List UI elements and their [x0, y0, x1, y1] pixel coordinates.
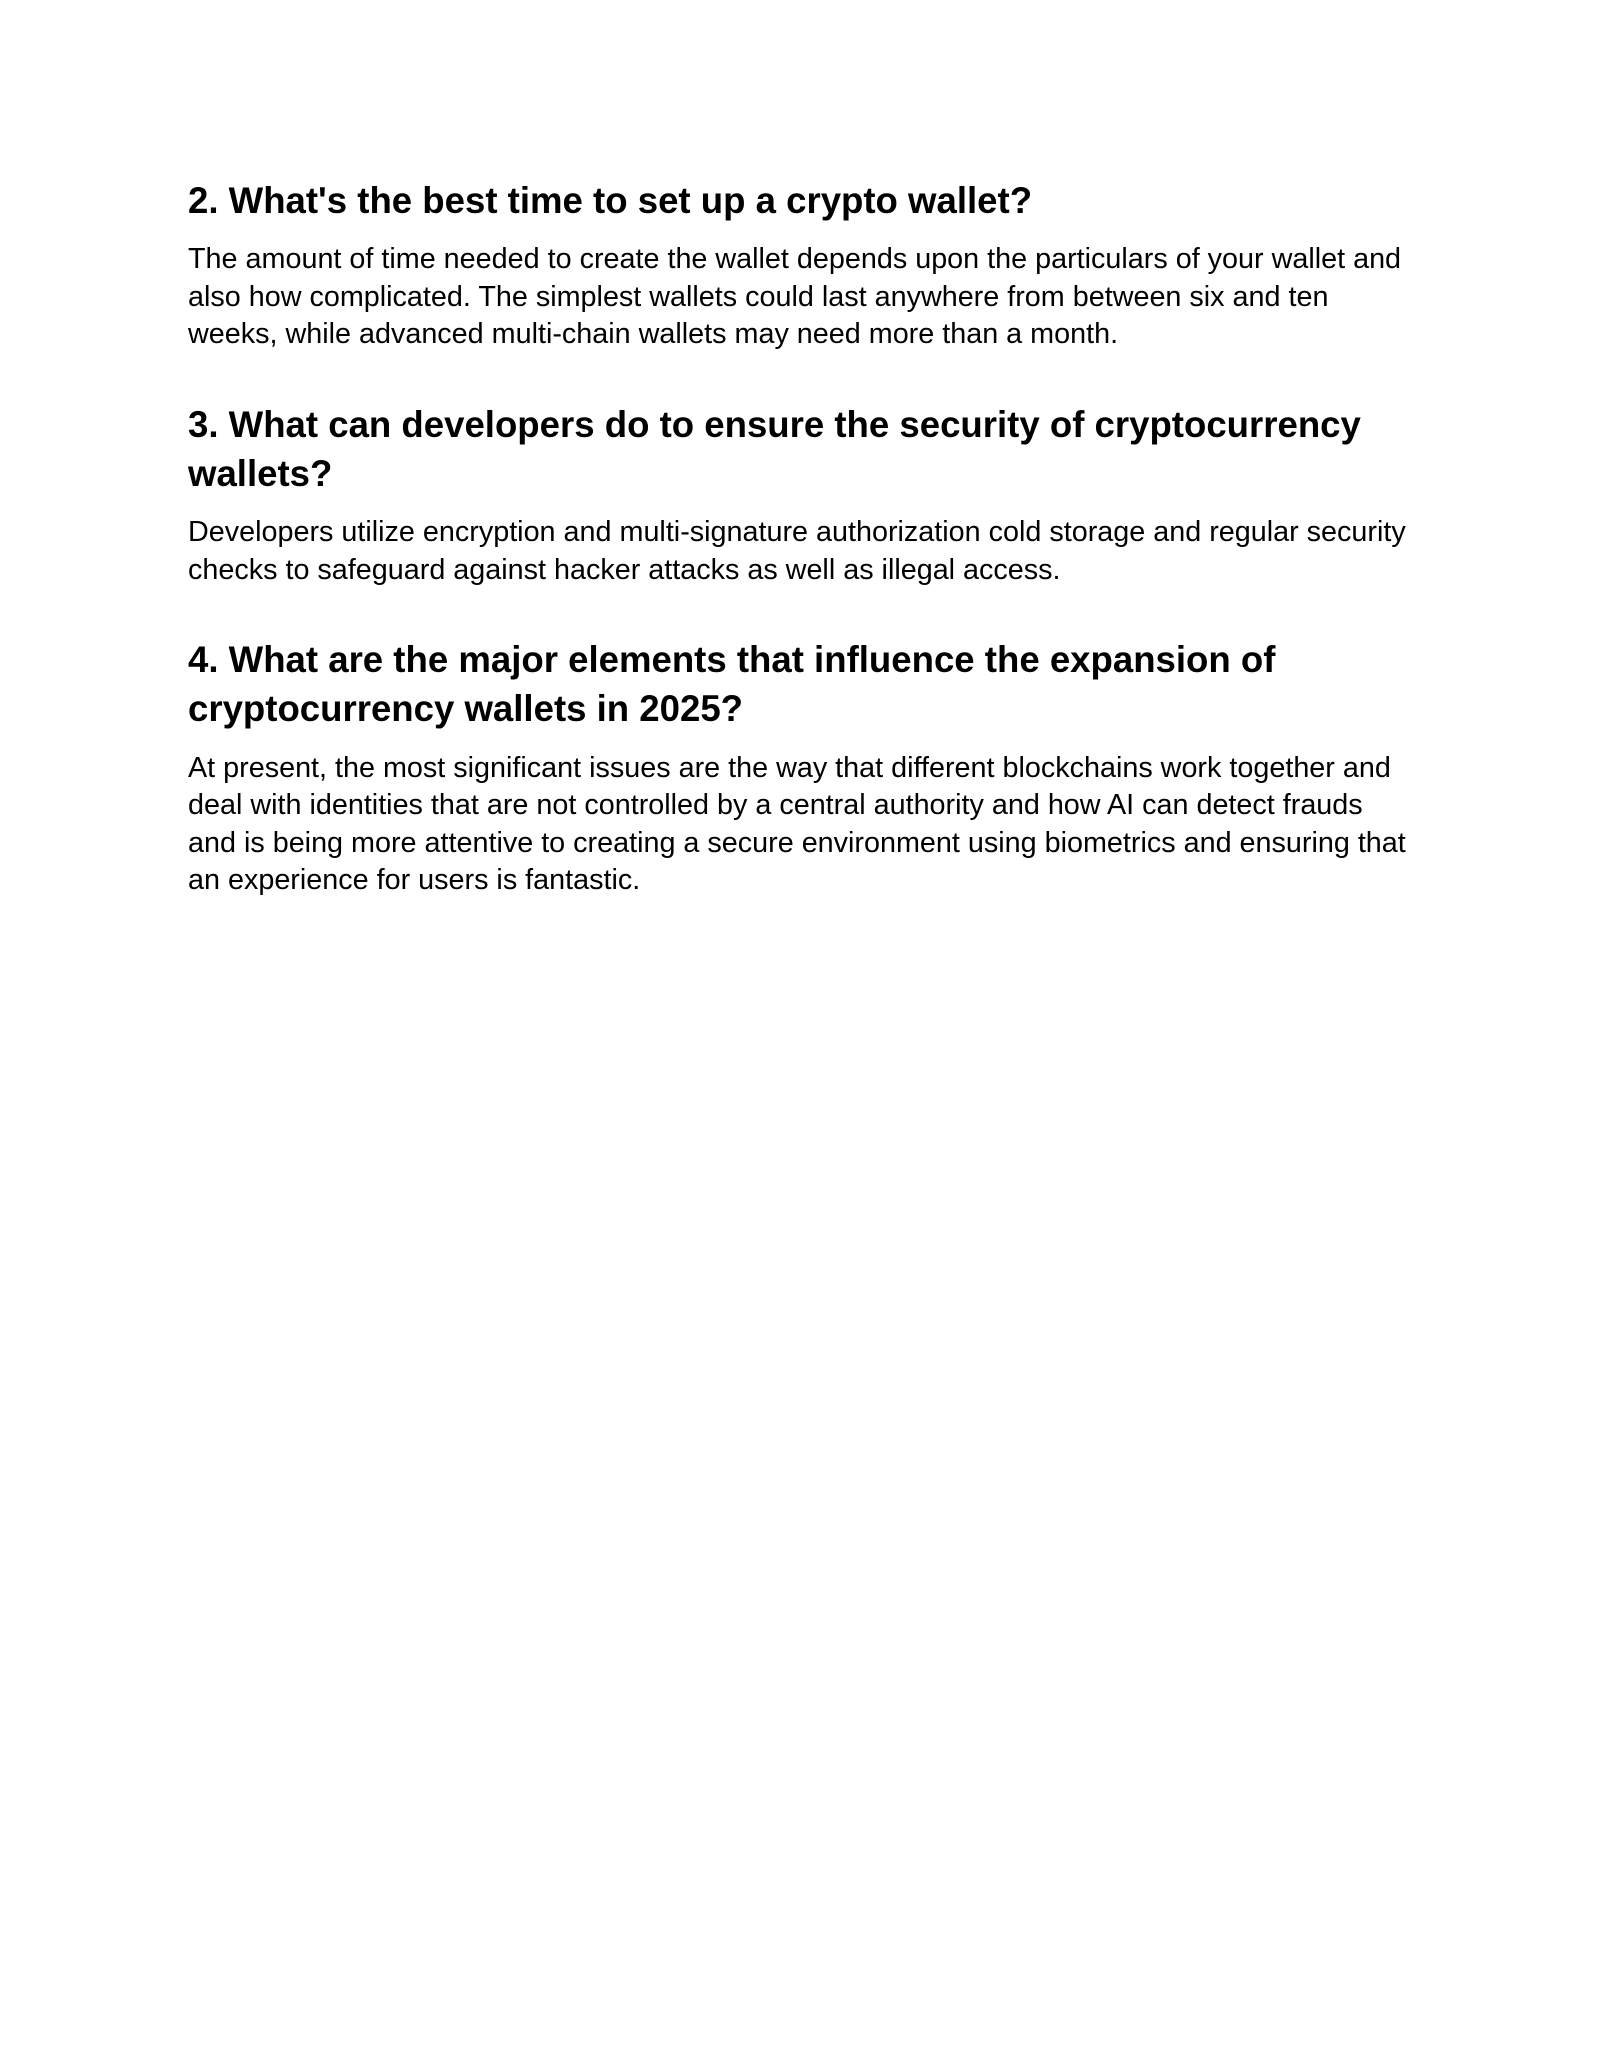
section-heading-4: 4. What are the major elements that influence the expansion of cryptocurrency wallets in 2025? [188, 639, 1276, 730]
section-paragraph-2: The amount of time needed to create the wallet depends upon the particulars of your wallet and also how complicated. The simplest wallets could last anywhere from between six and ten weeks, while advanced multi-chain wallets may need more than a month. [188, 243, 1402, 351]
document-content [188, 0, 1412, 899]
section-heading-3: 3. What can developers do to ensure the security of cryptocurrency wallets? [188, 403, 1361, 494]
section-paragraph-3: Developers utilize encryption and multi-signature authorization cold storage and regular security checks to safeguard against hacker attacks as well as illegal access. [188, 516, 1406, 586]
section-paragraph-4: At present, the most significant issues are the way that different blockchains work together and deal with identities that are not controlled by a central authority and how AI can detect frauds and is being more attentive to creating a secure environment using biometrics and ensuring that an experience for users is fantastic. [188, 751, 1406, 896]
faq-section-2 [188, 176, 1412, 354]
faq-section-4 [188, 635, 1412, 899]
section-heading-2: 2. What's the best time to set up a crypto wallet? [188, 180, 1033, 221]
faq-section-3 [188, 400, 1412, 590]
